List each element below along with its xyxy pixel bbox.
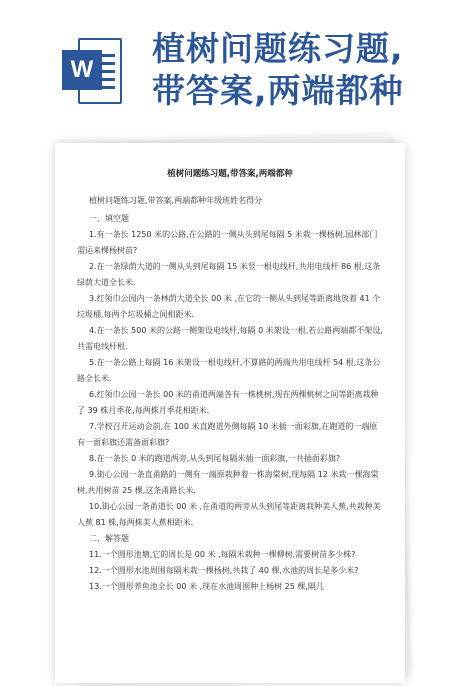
- question-11: 11.一个圆形池塘,它的周长是 00 米 ,每隔米栽种一棵柳树,需要树苗多少株?: [89, 550, 356, 559]
- document-page: [55, 143, 405, 683]
- document-intro: 植树问题练习题,带答案,两端都种年级班姓名得分: [89, 196, 263, 205]
- question-2: 2.在一条绿荫大道的一侧从头到尾每隔 15 米竖一根电线杆,共用电线杆 86 根,这条绿荫大道全长米.: [77, 262, 381, 287]
- question-4: 4.在一条长 500 米的公路一侧架设电线杆,每隔 0 米架设一根,若公路两端都不架设,共需电线杆根.: [77, 326, 383, 351]
- question-10: 10.街心公园一条甬道长 00 米 ,在甬道的两旁从头到尾等距离栽种美人蕉,共栽种美人蕉 81 株,每两株美人蕉相距米.: [77, 502, 381, 527]
- banner-title-line-2: 带答案,两端都种: [152, 71, 404, 110]
- section-heading-fill-in: 一、填空题: [89, 214, 129, 223]
- document-title: 植树问题练习题,带答案,两端都种: [167, 169, 293, 179]
- question-9: 9.街心公园一条直甬路的一侧有一端原栽种着一株海棠树,现每隔 12 米栽一棵海棠树,共用树苗 25 棵,这条甬路长米.: [77, 470, 379, 495]
- word-badge: W: [62, 50, 102, 90]
- question-8: 8.在一条长 0 米的跑道两旁,从头到尾每隔米插一面彩旗,一共插面彩旗?: [89, 454, 341, 463]
- question-12: 12.一个圆形水池周围每隔米栽一棵杨树,共栽了 40 棵,水池的周长是多少米?: [89, 566, 359, 575]
- word-document-icon: [62, 38, 122, 104]
- banner-title: [152, 28, 472, 112]
- question-6: 6.红领巾公园一条长 00 米的甬道两端各有一株桃树,现在两棵桃树之间等距离栽种了 39 株月季花,每两株月季花相距米.: [77, 390, 379, 415]
- question-7: 7.学校召开运动会前,在 100 米直跑道外侧每隔 10 米插一面彩旗,在跑道的一端原有一面彩旗还需备面彩旗?: [77, 422, 378, 447]
- question-5: 5.在一条公路上每隔 16 米架设一根电线杆,不算路的两端共用电线杆 54 根,这条公路全长米.: [77, 358, 381, 383]
- question-3: 3.红领巾公园内一条林荫大道全长 00 米 ,在它的一侧从头到尾等距离地放着 41 个垃圾桶,每两个垃圾桶之间相距米.: [77, 294, 381, 319]
- question-13: 13.一个圆形养鱼池全长 00 米 ,现在水池周围种上杨树 25 棵,隔几: [89, 582, 324, 591]
- section-heading-answers: 二、解答题: [89, 534, 129, 543]
- banner-title-line-1: 植树问题练习题,: [152, 29, 404, 68]
- question-1: 1.有一条长 1250 米的公路,在公路的一侧从头到尾每隔 5 米栽一棵杨树,园林部门需运来棵杨树苗?: [77, 230, 378, 255]
